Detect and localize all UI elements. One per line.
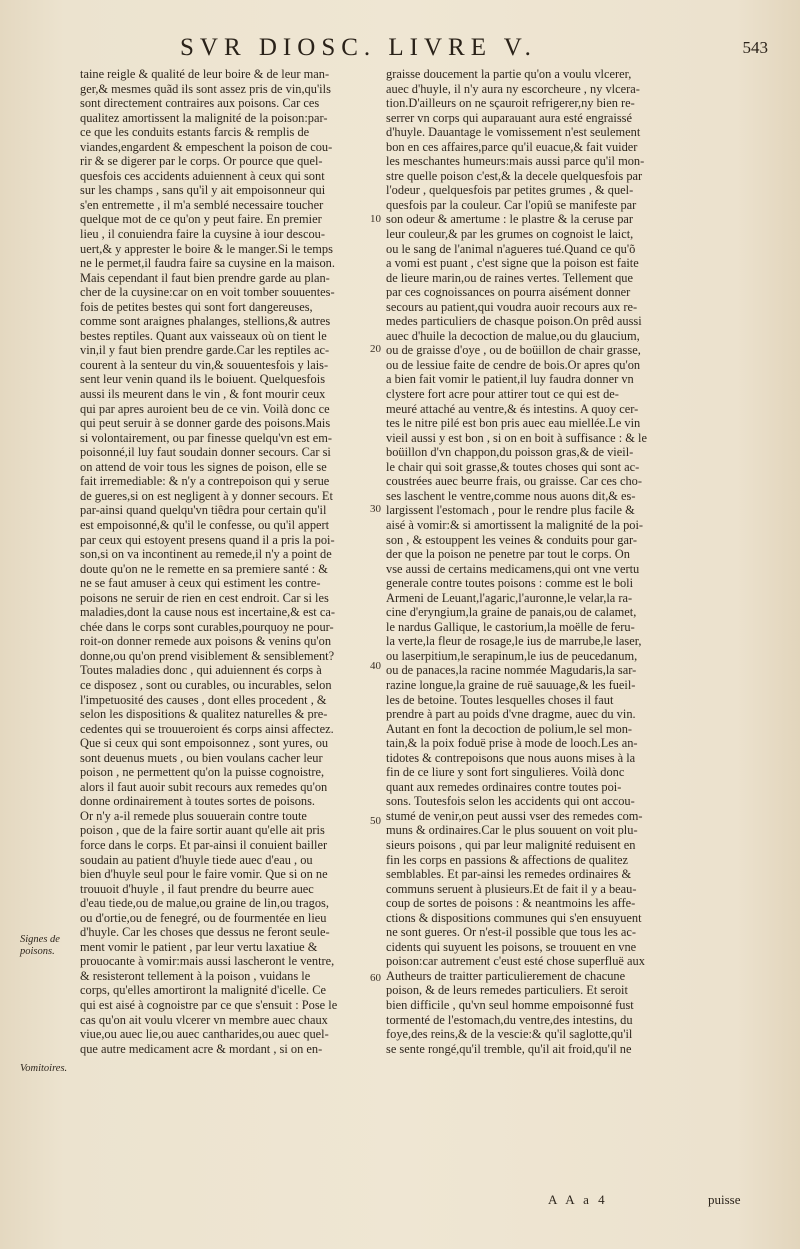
- text-line: aussi ils meurent dans le vin , & font mourir ceux: [80, 387, 326, 402]
- line-number-20: 20: [370, 343, 381, 355]
- text-line: tion.D'ailleurs on ne sçauroit refrigerer,ny bien re-: [386, 96, 635, 111]
- text-line: qui par apres auroient beu de ce vin. Voilà donc ce: [80, 401, 330, 416]
- text-line: prouocante à vomir:mais aussi lascheront le ventre,: [80, 954, 335, 969]
- text-line: Toutes maladies donc , qui aduiennent és corps à: [80, 663, 322, 678]
- text-line: le nardus Gallique, le castorium,la moëlle de feru-: [386, 619, 635, 634]
- text-line: ctions & dispositions communes qui s'en ensuyuent: [386, 910, 642, 925]
- text-line: cas qu'on ait voulu vlcerer vn membre auec chaux: [80, 1012, 328, 1027]
- text-line: l'odeur , quelquesfois par petites grumes , & quel-: [386, 183, 634, 198]
- text-line: vin,il y faut bien prendre garde.Car les reptiles ac-: [80, 343, 330, 358]
- text-line: Que si ceux qui sont empoisonnez , sont yures, ou: [80, 736, 329, 751]
- text-line: graisse doucement la partie qu'on a voulu vlcerer,: [386, 67, 632, 81]
- line-number-40: 40: [370, 660, 381, 672]
- text-line: force dans le corps. Et par-ainsi il conuient bailler: [80, 837, 328, 852]
- margin-note-signes: Signes de poisons.: [20, 934, 60, 957]
- text-line: alors il faut auoir subit recours aux remedes qu'on: [80, 779, 328, 794]
- page-number: 543: [742, 38, 768, 57]
- text-line: donne ordinairement à toutes sortes de poisons.: [80, 794, 316, 809]
- text-line: largissent l'estomach , pour le rendre plus facile &: [386, 503, 635, 518]
- text-line: poison , que de la faire sortir auant qu'elle ait pris: [80, 823, 325, 838]
- text-line: lieu , il conuiendra faire la cuysine à iour descou-: [80, 227, 325, 242]
- text-line: communs seruent à plusieurs.Et de fait il y a beau-: [386, 881, 637, 896]
- text-line: le chair qui soit grasse,& toutes choses qui sont ac-: [386, 459, 640, 474]
- line-number-50: 50: [370, 815, 381, 827]
- text-line: ne sont gueres. Or n'est-il possible que tous les ac-: [386, 925, 636, 940]
- text-line: cedentes qui se trouueroient és corps ainsi affectez.: [80, 721, 334, 736]
- text-line: sont directement contraires aux poisons. Car ces: [80, 96, 320, 111]
- text-line: ou le sang de l'animal n'agueres tué.Quand ce qu'õ: [386, 241, 636, 256]
- text-line: ce que les conduits estants farcis & remplis de: [80, 125, 310, 140]
- text-line: quant aux remedes ordinaires contre toutes poi-: [386, 779, 622, 794]
- text-line: qui peut seruir à se donner garde des poisons.Mais: [80, 416, 331, 431]
- text-line: cidents qui suyuent les poisons, se trouuent en vne: [386, 939, 637, 954]
- text-line: on attend de voir tous les signes de poison, elle se: [80, 459, 327, 474]
- text-line: cher de la cuysine:car on en voit tomber souuentes-: [80, 285, 335, 300]
- text-line: bien difficile , qu'vn seul homme empoisonné fust: [386, 998, 634, 1012]
- text-line: son odeur & amertume : le plastre & la ceruse par: [386, 212, 634, 227]
- text-line: uert,& y apprester le boire & le manger.Si le temps: [80, 241, 333, 256]
- text-line: razine longue,la graine de ruë sauuage,& les fueil-: [386, 677, 636, 692]
- text-line: qualitez amortissent la malignité de la poison:par-: [80, 110, 328, 125]
- text-line: chée dans le corps sont curables,pourquoy ne pour-: [80, 619, 334, 634]
- text-line: ger,& mesmes quãd ils sont assez pris de vin,qu'ils: [80, 81, 331, 96]
- text-line: prendre à part au poids d'vne dragme, auec du vin.: [386, 707, 636, 722]
- text-line: bestes reptiles. Quant aux vaisseaux où on tient le: [80, 328, 327, 343]
- text-line: bien d'huyle seul pour le faire vomir. Que si on ne: [80, 867, 328, 882]
- text-line: auec d'huyle, il n'y aura ny escorcheure , ny vlcera-: [386, 81, 640, 96]
- text-line: der que la poison ne penetre par tout le corps. On: [386, 547, 630, 562]
- text-line: courent à la senteur du vin,& souuentesfois y lais-: [80, 357, 329, 372]
- text-line: stre quelle poison c'est,& la decele quelquesfois par: [386, 168, 643, 183]
- text-line: fin de ce liure y sont fort singulieres. Voilà donc: [386, 765, 625, 780]
- text-line: sur les champs , sans qu'il y ait empoisonneur qui: [80, 183, 326, 198]
- running-title: SVR DIOSC. LIVRE V.: [180, 34, 537, 61]
- text-line: a vomi est puant , c'est signe que la poison est faite: [386, 256, 639, 271]
- text-line: selon les dispositions & qualitez naturelles & pre-: [80, 707, 328, 722]
- left-text-column: [80, 67, 382, 1056]
- text-line: poison , ne permettent qu'on la puisse cognoistre,: [80, 765, 325, 780]
- text-line: aisé à vomir:& si amortissent la malignité de la poi-: [386, 517, 644, 532]
- text-line: vse aussi de certains medicamens,qui ont vne vertu: [386, 561, 640, 576]
- text-line: semblables. Et par-ainsi les remedes ordinaires &: [386, 867, 632, 882]
- text-line: d'huyle. Dauantage le vomissement n'est seulement: [386, 125, 641, 140]
- text-line: se sente rongé,qu'il tremble, qu'il ait froid,qu'il ne: [386, 1041, 632, 1056]
- text-line: tes le nitre pilé est bon pris auec eau miellée.Le vin: [386, 416, 641, 431]
- text-line: par-ainsi quand quelqu'vn tiêdra pour certain qu'il: [80, 503, 327, 518]
- line-number-30: 30: [370, 503, 381, 515]
- text-line: poison, & de leurs remedes particuliers. Et seroit: [386, 983, 628, 998]
- text-line: son , & estouppent les veines & conduits pour gar-: [386, 532, 637, 547]
- text-line: est empoisonné,& qu'il le confesse, ou qu'il appert: [80, 517, 330, 532]
- text-line: sent leur venin quand ils le boiuent. Quelquesfois: [80, 372, 326, 387]
- text-line: d'huyle. Car les choses que dessus ne feront seule-: [80, 925, 330, 940]
- text-line: son,si on va incontinent au remede,il n'y a point de: [80, 547, 332, 562]
- page-header: [0, 34, 800, 64]
- text-line: de gueres,si on est negligent à y donner secours. Et: [80, 488, 333, 503]
- text-line: par ceux qui estoyent presens quand il a pris la poi-: [80, 532, 335, 547]
- text-line: ou de panaces,la racine nommée Magudaris,la sar-: [386, 663, 637, 678]
- text-line: meuré attaché au ventre,& és intestins. A quoy cer-: [386, 401, 639, 416]
- text-line: par ces cognoissances on pourra aisément donner: [386, 285, 631, 300]
- text-line: taine reigle & qualité de leur boire & de leur man-: [80, 67, 330, 81]
- text-line: & resisteront tellement à la poison , vuidans le: [80, 968, 311, 983]
- text-line: quelque mot de ce qu'on y peut faire. En premier: [80, 212, 322, 227]
- text-line: qui est aisé à cognoistre par ce que s'ensuit : Pose le: [80, 998, 338, 1012]
- text-line: boüillon d'vn chappon,du poisson gras,& de vieil-: [386, 445, 634, 460]
- text-line: les meschantes humeurs:mais aussi parce qu'il mon-: [386, 154, 645, 169]
- text-line: vieil aussi y est bon , si on en boit à suffisance : & le: [386, 430, 647, 445]
- text-line: fin les corps en passions & affections de qualitez: [386, 852, 629, 867]
- text-line: quesfois ces accidents aduiennent à ceux qui sont: [80, 168, 325, 183]
- text-line: ou d'ortie,ou de fenegré, ou de fourmentée en lieu: [80, 910, 327, 925]
- text-line: serrer vn corps qui auparauant aura esté engraissé: [386, 110, 632, 125]
- text-line: cine d'eryngium,la graine de panais,ou de calamet,: [386, 605, 637, 620]
- text-line: coustrées auec beurre frais, ou graisse. Car ces cho-: [386, 474, 642, 489]
- text-line: sont deuenus muets , ou bien voulans cacher leur: [80, 750, 323, 765]
- text-line: s'en entremette , il m'a semblé necessaire toucher: [80, 197, 324, 212]
- text-line: viue,ou auec lie,ou auec cantharides,ou auec quel-: [80, 1027, 329, 1042]
- text-line: auec d'huile la decoction de malue,ou du glaucium,: [386, 328, 640, 343]
- text-line: Armeni de Leuant,l'agaric,l'auronne,le velar,la ra-: [386, 590, 633, 605]
- text-line: rir & se digerer par le corps. Or pource que quel-: [80, 154, 323, 169]
- text-line: muns & ordinaires.Car le plus souuent on voit plu-: [386, 823, 638, 838]
- text-line: ne se faut amuser à ceux qui estiment les contre-: [80, 576, 321, 591]
- text-line: leur couleur,& par les grumes on cognoist le laict,: [386, 227, 634, 242]
- text-line: ment vomir le patient , par leur vertu laxatiue &: [80, 939, 318, 954]
- text-line: a bien fait vomir le patient,il luy faudra donner vn: [386, 372, 634, 387]
- text-line: comme sont araignes phalanges, stellions,& autres: [80, 314, 331, 329]
- text-line: poison:car autrement c'eust esté chose superfluë aux: [386, 954, 645, 969]
- text-line: viandes,engardent & empeschent la poison de cou-: [80, 139, 333, 154]
- text-line: fois de petites bestes qui sont fort dangereuses,: [80, 299, 313, 314]
- text-line: coup de sortes de poisons : & neantmoins les affe-: [386, 896, 636, 911]
- text-line: sons. Toutesfois selon les accidents qui ont accou-: [386, 794, 635, 809]
- text-line: que autre medicament acre & mordant , si on en-: [80, 1041, 323, 1056]
- text-line: tain,& la poix foduë prise à mode de looch.Les an-: [386, 736, 638, 751]
- text-line: ce disposez , sont ou curables, ou incurables, selon: [80, 677, 332, 692]
- signature-mark: A A a 4: [548, 1192, 608, 1207]
- catchword: puisse: [708, 1192, 741, 1207]
- text-line: ou laserpitium,le serapinum,le ius de peucedanum,: [386, 648, 638, 663]
- text-line: fait irremediable: & n'y a contrepoison qui y serue: [80, 474, 330, 489]
- text-line: trouuoit d'huyle , il faut prendre du beurre auec: [80, 881, 314, 896]
- margin-note-vomitoires: Vomitoires.: [20, 1063, 68, 1074]
- text-line: corps, qu'elles amortiront la malignité d'icelle. Ce: [80, 983, 327, 998]
- text-line: quesfois par la couleur. Car l'opiû se manifeste par: [386, 197, 637, 212]
- text-line: medes particuliers de chasque poison.On prêd aussi: [386, 314, 642, 329]
- text-line: foye,des reins,& de la vescie:& qu'il saglotte,qu'il: [386, 1027, 633, 1042]
- text-line: les de betoine. Toutes lesquelles choses il faut: [386, 692, 614, 707]
- text-line: tormenté de l'estomach,du ventre,des intestins, du: [386, 1012, 633, 1027]
- text-line: doute qu'on ne le remette en sa premiere santé : &: [80, 561, 328, 576]
- text-line: la verte,la fleur de rosage,le ius de marrube,le laser,: [386, 634, 642, 649]
- text-line: maladies,dont la cause nous est incertaine,& est ca-: [80, 605, 335, 620]
- text-line: ne le permet,il faudra faire sa cuysine en la maison.: [80, 256, 335, 271]
- text-line: clystere fort acre pour attirer tout ce qui est de-: [386, 387, 619, 402]
- text-line: donne,ou qu'on prend visiblement & sensiblement?: [80, 648, 335, 663]
- text-line: ou de graisse d'oye , ou de boüillon de chair grasse,: [386, 343, 641, 358]
- text-line: Or n'y a-il remede plus souuerain contre toute: [80, 808, 307, 823]
- text-line: roit-on donner remede aux poisons & venins qu'on: [80, 634, 332, 649]
- text-line: ou de lessiue faite de cendre de bois.Or apres qu'on: [386, 357, 641, 372]
- text-line: secours au patient,qui voudra auoir recours aux re-: [386, 299, 638, 314]
- text-line: Autheurs de traitter particulierement de chacune: [386, 968, 626, 983]
- text-line: stumé de venir,on peut aussi vser des remedes com-: [386, 808, 643, 823]
- text-line: l'impetuosité des causes , dont elles procedent , &: [80, 692, 327, 707]
- text-line: ses laschent le ventre,comme nous auons dit,& es-: [386, 488, 636, 503]
- right-text-column: [386, 67, 770, 1056]
- text-line: poisonné,il luy faut soudain donner secours. Car si: [80, 445, 331, 460]
- line-number-10: 10: [370, 213, 381, 225]
- text-line: tidotes & contrepoisons que nous auons mises à la: [386, 750, 636, 765]
- line-number-60: 60: [370, 972, 381, 984]
- text-line: de lieure marin,ou de raines vertes. Tellement que: [386, 270, 633, 285]
- text-line: generale contre toutes poisons : comme est le boli: [386, 576, 634, 591]
- text-line: si volontairement, ou par finesse quelqu'vn est em-: [80, 430, 333, 445]
- text-line: Autant en font la decoction de polium,le sel mon-: [386, 721, 633, 736]
- text-line: poisons ne seruir de rien en cest endroit. Car si les: [80, 590, 329, 605]
- text-line: sieurs poisons , qui par leur malignité reduisent en: [386, 837, 636, 852]
- text-line: Mais cependant il faut bien prendre garde au plan-: [80, 270, 330, 285]
- text-line: soudain au patient d'huyle tiede auec d'eau , ou: [80, 852, 313, 867]
- text-line: bon en ces affaires,parce qu'il euacue,& fait vuider: [386, 139, 638, 154]
- text-line: d'eau tiede,ou de malue,ou graine de lin,ou tragos,: [80, 896, 329, 911]
